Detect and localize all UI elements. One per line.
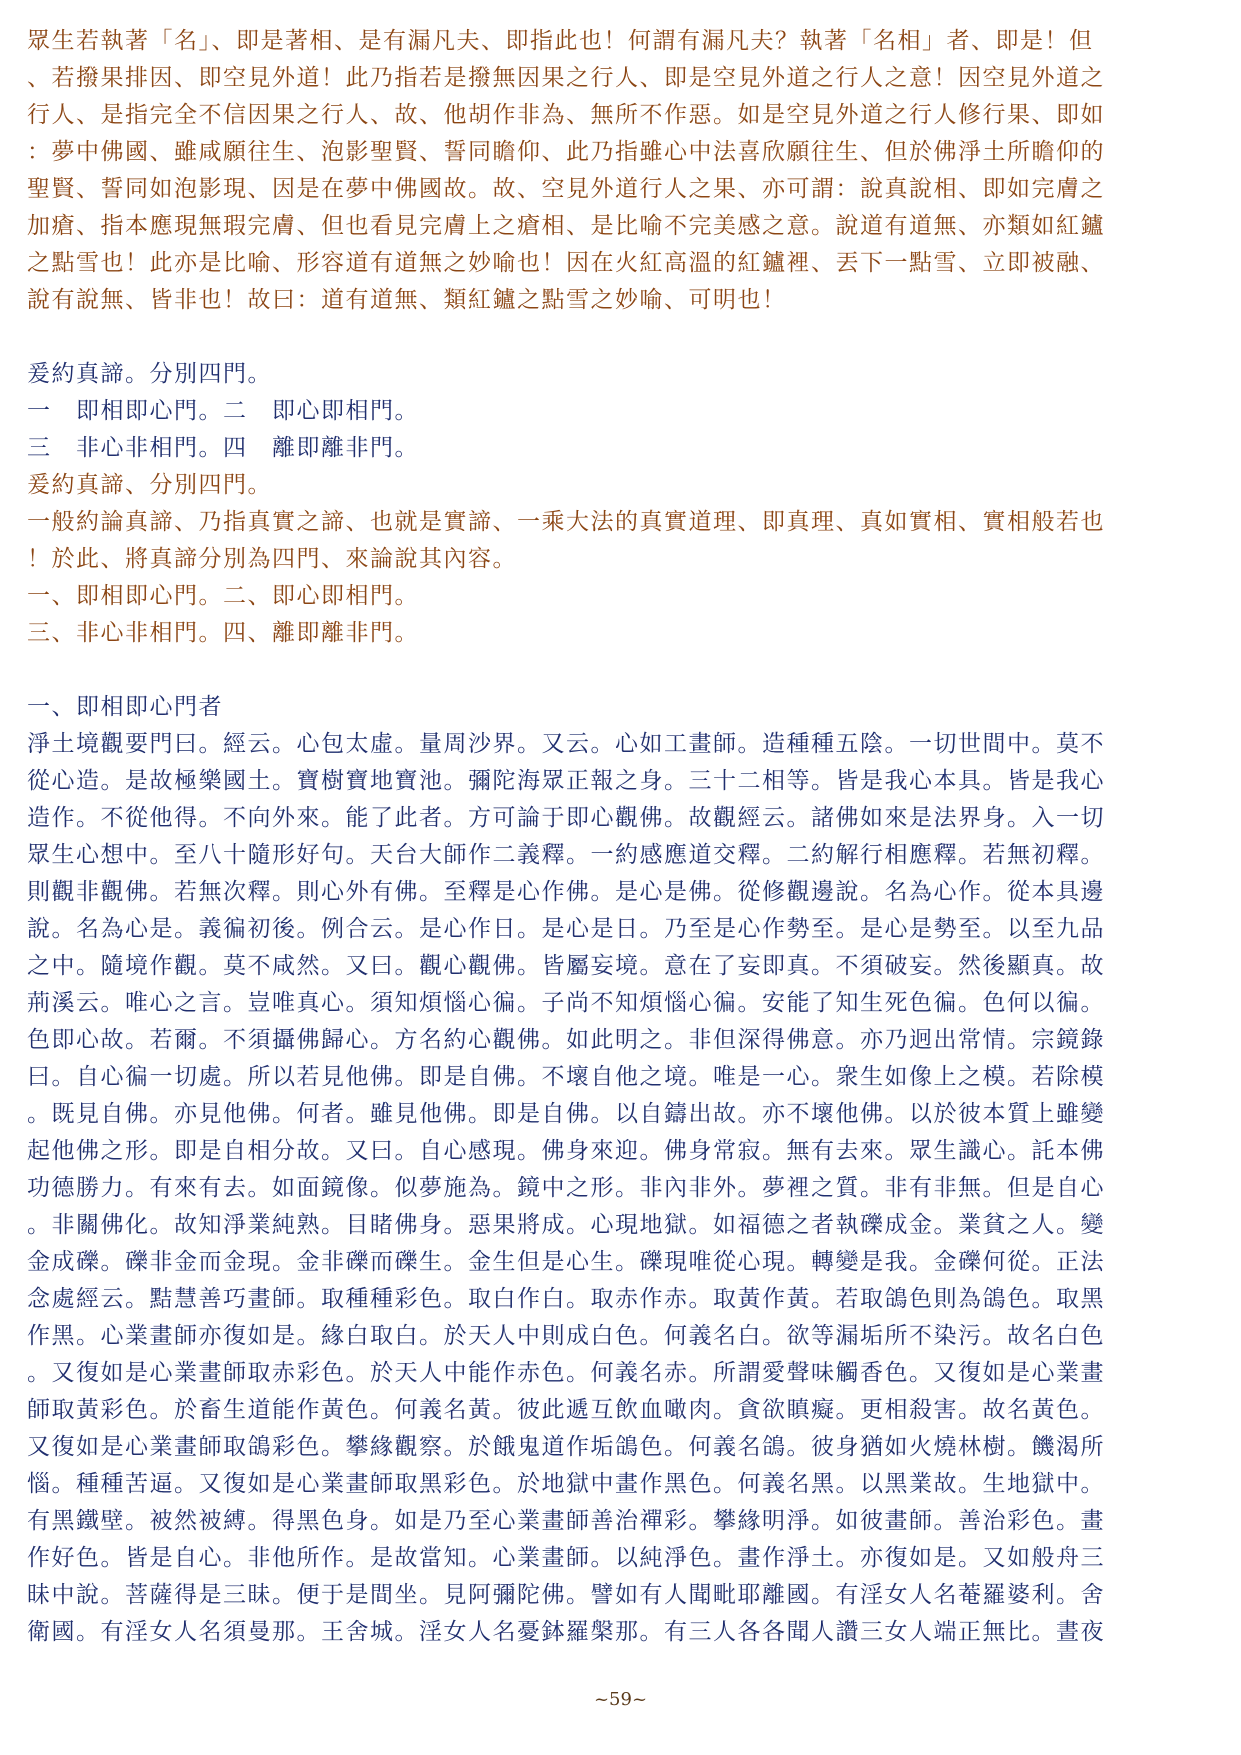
text-line: 則觀非觀佛。若無次釋。則心外有佛。至釋是心作佛。是心是佛。從修觀邊說。名為心作。從本具邊 xyxy=(27,879,1105,905)
text-line: 。既見自佛。亦見他佛。何者。雖見他佛。即是自佛。以自鑄出故。亦不壞他佛。以於彼本質上雖變 xyxy=(27,1101,1105,1127)
text-line: 聖賢、誓同如泡影現、因是在夢中佛國故。故、空見外道行人之果、亦可謂：說真說相、即如完膚之 xyxy=(27,176,1105,202)
paragraph-gap xyxy=(27,319,1222,356)
text-line: 作好色。皆是自心。非他所作。是故當知。心業畫師。以純淨色。畫作淨土。亦復如是。又如般舟三 xyxy=(27,1545,1105,1571)
page-number: ~59~ xyxy=(593,1689,648,1710)
text-line: 眾生若執著「名」、即是著相、是有漏凡夫、即指此也！何謂有漏凡夫？執著「名相」者、即是！但 xyxy=(27,28,1094,54)
text-line: 又復如是心業畫師取鴿彩色。攀緣觀察。於餓鬼道作垢鴿色。何義名鴿。彼身猶如火燒林樹。饑渴所 xyxy=(27,1434,1105,1460)
text-line: 爰約真諦。分別四門。 xyxy=(27,361,272,387)
text-line: 。非關佛化。故知淨業純熟。目睹佛身。惡果將成。心現地獄。如福德之者執礫成金。業貧之人。變 xyxy=(27,1212,1105,1238)
text-line: 曰。自心徧一切處。所以若見他佛。即是自佛。不壞自他之境。唯是一心。衆生如像上之模。若除模 xyxy=(27,1064,1105,1090)
text-line: 昧中說。菩薩得是三昧。便于是間坐。見阿彌陀佛。譬如有人聞毗耶離國。有淫女人名菴羅婆利。舍 xyxy=(27,1582,1105,1608)
text-line: 一、即相即心門。二、即心即相門。 xyxy=(27,583,419,609)
text-line: 起他佛之形。即是自相分故。又曰。自心感現。佛身來迎。佛身常寂。無有去來。眾生識心。託本佛 xyxy=(27,1138,1105,1164)
text-line: 金成礫。礫非金而金現。金非礫而礫生。金生但是心生。礫現唯從心現。轉變是我。金礫何從。正法 xyxy=(27,1249,1105,1275)
commentary-paragraph-1 xyxy=(27,23,1222,319)
text-line: 說。名為心是。義徧初後。例合云。是心作日。是心是日。乃至是心作勢至。是心是勢至。以至九品 xyxy=(27,916,1105,942)
paragraph-gap xyxy=(27,652,1222,689)
section-heading: 一、即相即心門者 xyxy=(27,694,223,720)
text-line: 功德勝力。有來有去。如面鏡像。似夢施為。鏡中之形。非內非外。夢裡之質。非有非無。但是自心 xyxy=(27,1175,1105,1201)
text-line: 有黑鐵壁。被然被縛。得黑色身。如是乃至心業畫師善治禪彩。攀緣明淨。如彼畫師。善治彩色。畫 xyxy=(27,1508,1105,1534)
canon-passage xyxy=(27,726,1222,1651)
text-line: 、若撥果排因、即空見外道！此乃指若是撥無因果之行人、即是空見外道之行人之意！因空見外道之 xyxy=(27,65,1105,91)
text-line: 三 非心非相門。四 離即離非門。 xyxy=(27,435,419,461)
text-line: 之點雪也！此亦是比喻、形容道有道無之妙喻也！因在火紅高溫的紅鑪裡、丟下一點雪、立即被融、 xyxy=(27,250,1105,276)
text-line: 淨土境觀要門曰。經云。心包太虛。量周沙界。又云。心如工畫師。造種種五陰。一切世間中。莫不 xyxy=(27,731,1105,757)
text-line: 師取黃彩色。於畜生道能作黃色。何義名黃。彼此遞互飲血噉肉。貪欲瞋癡。更相殺害。故名黃色。 xyxy=(27,1397,1105,1423)
text-line: 惱。種種苦逼。又復如是心業畫師取黑彩色。於地獄中畫作黑色。何義名黑。以黑業故。生地獄中。 xyxy=(27,1471,1105,1497)
text-line: 一般約論真諦、乃指真實之諦、也就是實諦、一乘大法的真實道理、即真理、真如實相、實相般若也 xyxy=(27,509,1105,535)
text-line: 爰約真諦、分別四門。 xyxy=(27,472,272,498)
text-line: 說有說無、皆非也！故曰：道有道無、類紅鑪之點雪之妙喻、可明也！ xyxy=(27,287,787,313)
document-page xyxy=(27,23,1222,1651)
text-line: 三、非心非相門。四、離即離非門。 xyxy=(27,620,419,646)
text-line: 色即心故。若爾。不須攝佛歸心。方名約心觀佛。如此明之。非但深得佛意。亦乃迥出常情。宗鏡錄 xyxy=(27,1027,1105,1053)
text-line: 。又復如是心業畫師取赤彩色。於天人中能作赤色。何義名赤。所謂愛聲味觸香色。又復如是心業畫 xyxy=(27,1360,1105,1386)
text-line: ：夢中佛國、雖咸願往生、泡影聖賢、誓同瞻仰、此乃指雖心中法喜欣願往生、但於佛淨土所瞻仰的 xyxy=(27,139,1105,165)
text-line: 造作。不從他得。不向外來。能了此者。方可論于即心觀佛。故觀經云。諸佛如來是法界身。入一切 xyxy=(27,805,1105,831)
text-line: 從心造。是故極樂國土。寶樹寶地寶池。彌陀海眾正報之身。三十二相等。皆是我心本具。皆是我心 xyxy=(27,768,1105,794)
text-line: 一 即相即心門。二 即心即相門。 xyxy=(27,398,419,424)
text-line: 念處經云。黠慧善巧畫師。取種種彩色。取白作白。取赤作赤。取黃作黃。若取鴿色則為鴿色。取黑 xyxy=(27,1286,1105,1312)
text-line: 作黑。心業畫師亦復如是。緣白取白。於天人中則成白色。何義名白。欲等漏垢所不染污。故名白色 xyxy=(27,1323,1105,1349)
text-line: 加瘡、指本應現無瑕完膚、但也看見完膚上之瘡相、是比喻不完美感之意。說道有道無、亦類如紅鑪 xyxy=(27,213,1105,239)
text-line: ！於此、將真諦分別為四門、來論說其內容。 xyxy=(27,546,517,572)
text-line: 衛國。有淫女人名須曼那。王舍城。淫女人名憂鉢羅槃那。有三人各各聞人讚三女人端正無比。晝夜 xyxy=(27,1619,1105,1645)
text-line: 之中。隨境作觀。莫不咸然。又曰。觀心觀佛。皆屬妄境。意在了妄即真。不須破妄。然後顯真。故 xyxy=(27,953,1105,979)
canon-four-gates xyxy=(27,356,1222,467)
text-line: 荊溪云。唯心之言。豈唯真心。須知煩惱心徧。子尚不知煩惱心徧。安能了知生死色徧。色何以徧。 xyxy=(27,990,1105,1016)
commentary-four-gates xyxy=(27,467,1222,652)
text-line: 眾生心想中。至八十隨形好句。天台大師作二義釋。一約感應道交釋。二約解行相應釋。若無初釋。 xyxy=(27,842,1105,868)
text-line: 行人、是指完全不信因果之行人、故、他胡作非為、無所不作惡。如是空見外道之行人修行果、即如 xyxy=(27,102,1105,128)
